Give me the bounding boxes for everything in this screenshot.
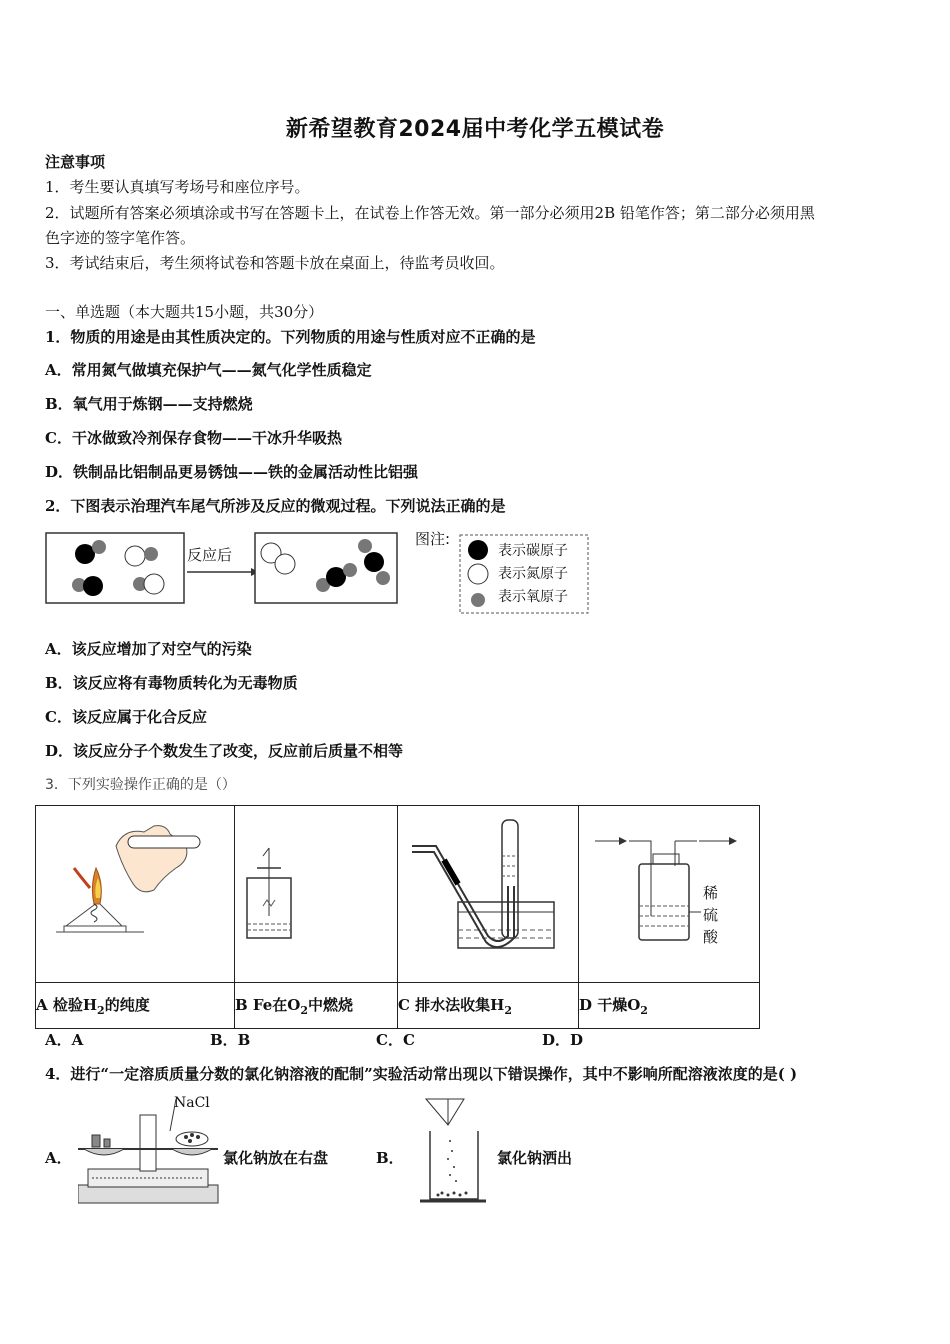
legend-item: 表示碳原子 (498, 543, 568, 559)
reaction-diagram (45, 530, 605, 615)
option-letter: B． (376, 1149, 404, 1167)
option: C．C (376, 1031, 415, 1049)
nacl-label: NaCl (174, 1095, 210, 1111)
option: A．常用氮气做填充保护气——氮气化学性质稳定 (45, 361, 372, 379)
option: A．该反应增加了对空气的污染 (45, 640, 252, 658)
beaker-image (412, 1095, 492, 1207)
experiment-caption-b: B Fe在$O_2$中燃烧 (235, 983, 398, 1029)
legend-item: 表示氧原子 (498, 589, 568, 605)
option: C．干冰做致冷剂保存食物——干冰升华吸热 (45, 429, 342, 447)
section-heading: 一、单选题（本大题共15小题，共30分） (45, 303, 324, 321)
acid-label-char: 酸 (703, 928, 719, 946)
option: B．氧气用于炼钢——支持燃烧 (45, 395, 253, 413)
option: B．B (210, 1031, 251, 1049)
question-stem: 2．下图表示治理汽车尾气所涉及反应的微观过程。下列说法正确的是 (45, 497, 506, 515)
acid-label-char: 硫 (703, 906, 719, 924)
option: D．D (542, 1031, 584, 1049)
balance-image (78, 1095, 223, 1207)
option: D．该反应分子个数发生了改变，反应前后质量不相等 (45, 742, 404, 760)
notice-item: 2．试题所有答案必须填涂或书写在答题卡上，在试卷上作答无效。第一部分必须用2B 铅笔作答；第二部分必须用黑 (45, 204, 815, 222)
notice-item: 3．考试结束后，考生须将试卷和答题卡放在桌面上，待监考员收回。 (45, 254, 505, 272)
option: A．A (45, 1031, 84, 1049)
experiment-image-b (235, 806, 398, 983)
experiment-table (35, 805, 760, 1029)
legend-title: 图注: (415, 530, 451, 548)
experiment-image-a (36, 806, 235, 983)
acid-label-char: 稀 (703, 884, 719, 902)
experiment-caption-a: A 检验$H_2$的纯度 (36, 983, 235, 1029)
page-title: 新希望教育2024届中考化学五模试卷 (285, 117, 665, 142)
experiment-image-c (398, 806, 579, 983)
option: B．该反应将有毒物质转化为无毒物质 (45, 674, 298, 692)
option-text: 氯化钠洒出 (497, 1149, 573, 1167)
experiment-caption-c: C 排水法收集$H_2$ (398, 983, 579, 1029)
notice-item: 色字迹的签字笔作答。 (45, 229, 196, 247)
question-stem: 1．物质的用途是由其性质决定的。下列物质的用途与性质对应不正确的是 (45, 328, 536, 346)
experiment-image-d (579, 806, 760, 983)
notice-heading: 注意事项 (45, 153, 106, 171)
notice-item: 1．考生要认真填写考场号和座位序号。 (45, 178, 310, 196)
option-text: 氯化钠放在右盘 (223, 1149, 329, 1167)
option: D．铁制品比铝制品更易锈蚀——铁的金属活动性比铝强 (45, 463, 419, 481)
experiment-caption-d: D 干燥$O_2$ (579, 983, 760, 1029)
question-stem: 3．下列实验操作正确的是（） (45, 777, 236, 793)
option: C．该反应属于化合反应 (45, 708, 207, 726)
arrow-label: 反应后 (187, 546, 233, 564)
legend-item: 表示氮原子 (498, 566, 568, 582)
question-stem: 4．进行“一定溶质质量分数的氯化钠溶液的配制”实验活动常出现以下错误操作，其中不影响所配溶液浓度的是( ) (45, 1065, 798, 1083)
option-letter: A． (45, 1149, 72, 1167)
